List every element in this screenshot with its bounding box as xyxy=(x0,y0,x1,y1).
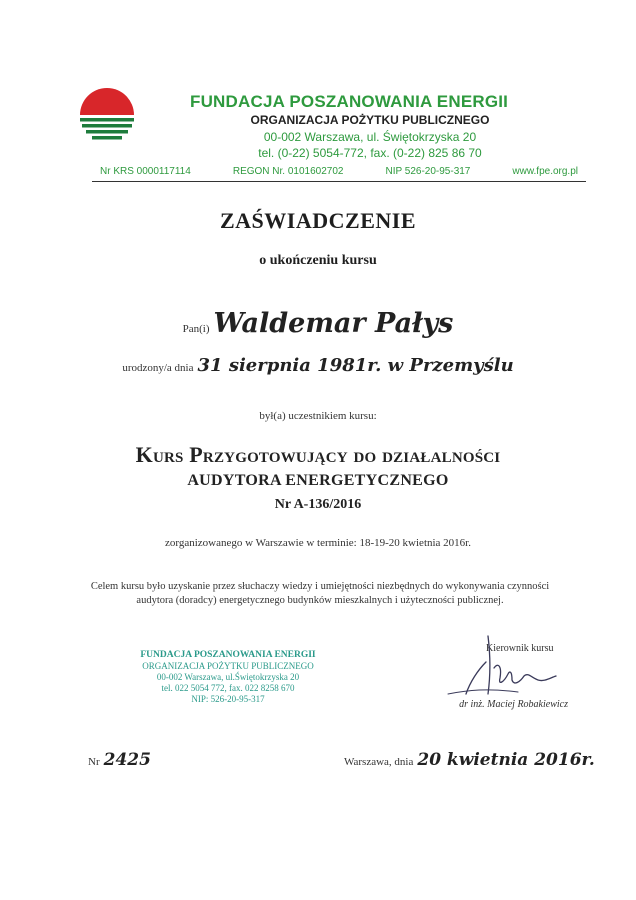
course-title: Kurs Przygotowujący do działalności xyxy=(135,442,501,467)
regon-number: REGON Nr. 0101602702 xyxy=(232,166,344,177)
org-address: 00-002 Warszawa, ul. Świętokrzyska 20 xyxy=(263,130,477,144)
recipient-row xyxy=(0,308,636,339)
participant-label: był(a) uczestnikiem kursu: xyxy=(259,410,377,422)
header-divider xyxy=(92,181,586,182)
stamp-line-3: 00-002 Warszawa, ul.Świętokrzyska 20 xyxy=(156,672,300,682)
signature-title: Kierownik kursu xyxy=(486,643,554,654)
stamp-line-4: tel. 022 5054 772, fax. 022 8258 670 xyxy=(161,683,295,693)
certificate-number: 2425 xyxy=(103,750,151,770)
krs-number: Nr KRS 0000117114 xyxy=(100,166,191,177)
purpose-line-2: audytora (doradcy) energetycznego budynków mieszkalnych i użyteczności publicznej. xyxy=(136,595,504,606)
certificate-number-row xyxy=(88,750,151,770)
course-dates: zorganizowanego w Warszawie w terminie: 18-19-20 kwietnia 2016r. xyxy=(164,537,471,549)
stamp-line-1: FUNDACJA POSZANOWANIA ENERGII xyxy=(140,650,316,660)
registration-line xyxy=(100,166,578,177)
issue-date: 20 kwietnia 2016r. xyxy=(417,750,595,770)
website-link[interactable]: www.fpe.org.pl xyxy=(512,166,578,177)
nip-number: NIP 526-20-95-317 xyxy=(385,166,471,177)
org-name: FUNDACJA POSZANOWANIA ENERGII xyxy=(190,92,509,111)
signatory-name: dr inż. Maciej Robakiewicz xyxy=(459,699,568,710)
purpose-line-1: Celem kursu było uzyskanie przez słuchaczy wiedzy i umiejętności niezbędnych do wykonywania czynności xyxy=(90,581,550,592)
born-label: urodzony/a dnia xyxy=(122,362,194,374)
course-number: Nr A-136/2016 xyxy=(274,497,362,512)
place-label: Warszawa, dnia xyxy=(344,756,414,768)
certificate-subtitle: o ukończeniu kursu xyxy=(259,253,377,268)
organization-stamp xyxy=(128,650,328,705)
certificate-title: ZAŚWIADCZENIE xyxy=(220,208,416,233)
course-title-line2: AUDYTORA ENERGETYCZNEGO xyxy=(187,472,449,489)
stamp-line-2: ORGANIZACJA POŻYTKU PUBLICZNEGO xyxy=(142,661,314,671)
course-purpose xyxy=(60,580,580,608)
nr-label: Nr xyxy=(88,756,100,768)
org-phone: tel. (0-22) 5054-772, fax. (0-22) 825 86 70 xyxy=(258,146,482,160)
org-subtitle: ORGANIZACJA POŻYTKU PUBLICZNEGO xyxy=(250,113,490,127)
birth-date-place: 31 sierpnia 1981r. w Przemyślu xyxy=(197,355,514,376)
issue-date-row xyxy=(344,750,595,770)
foundation-logo xyxy=(78,86,136,144)
recipient-name: Waldemar Pałys xyxy=(213,308,454,339)
birth-row xyxy=(0,355,636,376)
pan-label: Pan(i) xyxy=(182,323,210,335)
stamp-line-5: NIP: 526-20-95-317 xyxy=(191,694,265,704)
